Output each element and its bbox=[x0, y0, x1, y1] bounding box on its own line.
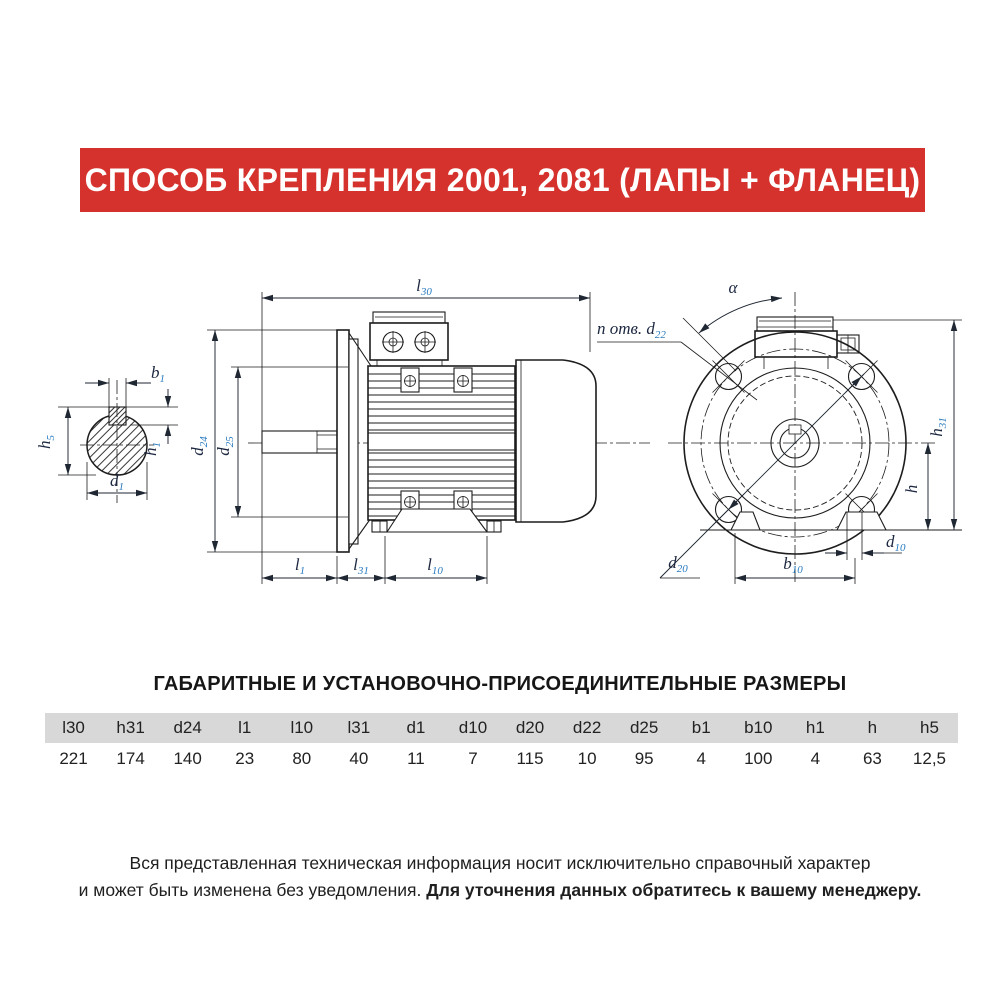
page-title: СПОСОБ КРЕПЛЕНИЯ 2001, 2081 (ЛАПЫ + ФЛАНЕЦ) bbox=[84, 161, 921, 198]
dim-label-d24: $d_{24}$ bbox=[188, 436, 210, 456]
disclaimer-line1: Вся представленная техническая информация носит исключительно справочный характер bbox=[129, 853, 871, 873]
table-value-cell: 23 bbox=[235, 748, 255, 768]
dim-label-l31: $l_{31}$ bbox=[353, 555, 369, 577]
motor-side-view bbox=[188, 276, 650, 584]
table-header-cell: d24 bbox=[173, 718, 202, 737]
dim-label-d1: $d_1$ bbox=[110, 471, 124, 493]
table-value-cell: 115 bbox=[516, 748, 544, 768]
table-value-cell: 140 bbox=[173, 748, 202, 768]
disclaimer bbox=[0, 850, 1000, 903]
table-header-cell: l30 bbox=[62, 718, 85, 737]
dim-label-n-otv-d22: n отв. $d_{22}$ bbox=[597, 319, 666, 341]
table-values-row bbox=[45, 743, 958, 774]
dim-label-l10: $l_{10}$ bbox=[427, 555, 443, 577]
table-header-cell: h1 bbox=[805, 718, 825, 737]
holes-callout bbox=[597, 319, 757, 400]
dim-label-l1: $l_1$ bbox=[294, 555, 306, 577]
table-value-cell: 10 bbox=[577, 748, 597, 768]
dim-label-h5: $h_5$ bbox=[35, 435, 57, 449]
table-header-cell: d22 bbox=[572, 718, 602, 737]
motor-front-view bbox=[597, 278, 962, 584]
table-header-cell: d20 bbox=[515, 718, 545, 737]
dim-label-d20: $d_{20}$ bbox=[668, 553, 688, 575]
dim-label-l30: $l_{30}$ bbox=[416, 276, 432, 298]
table-header-row bbox=[45, 713, 958, 743]
table-value-cell: 95 bbox=[634, 748, 654, 768]
title-banner bbox=[80, 148, 925, 212]
table-value-cell: 11 bbox=[407, 748, 425, 768]
shaft bbox=[262, 431, 337, 453]
dim-label-h: h bbox=[902, 484, 921, 494]
table-value-cell: 100 bbox=[744, 748, 773, 768]
dim-label-b10: $b_{10}$ bbox=[783, 554, 803, 576]
dim-label-b1: $b_1$ bbox=[151, 363, 165, 385]
fan-cowl bbox=[516, 360, 596, 522]
motor-body bbox=[368, 366, 515, 520]
table-header-cell: h bbox=[867, 718, 878, 737]
table-value-cell: 7 bbox=[468, 748, 478, 768]
table-value-cell: 63 bbox=[862, 748, 882, 768]
disclaimer-line2: и может быть изменена без уведомления. Для уточнения данных обратитесь к вашему менеджеру. bbox=[78, 879, 922, 900]
dim-label-h1: $h_1$ bbox=[141, 442, 163, 456]
table-value-cell: 4 bbox=[810, 748, 821, 768]
table-heading: ГАБАРИТНЫЕ И УСТАНОВОЧНО-ПРИСОЕДИНИТЕЛЬНЫЕ РАЗМЕРЫ bbox=[153, 673, 847, 695]
keyway bbox=[789, 425, 801, 434]
table-header-cell: l31 bbox=[347, 718, 371, 737]
table-value-cell: 12,5 bbox=[912, 748, 947, 768]
table-header-cell: d10 bbox=[458, 718, 488, 737]
table-value-cell: 4 bbox=[696, 748, 706, 768]
table-value-cell: 221 bbox=[59, 748, 88, 768]
table-value-cell: 174 bbox=[116, 748, 145, 768]
table-header-cell: d25 bbox=[629, 718, 659, 737]
table-header-cell: b1 bbox=[691, 718, 711, 737]
dim-label-alpha: α bbox=[728, 278, 738, 297]
technical-drawing bbox=[0, 255, 1000, 600]
feet-front bbox=[700, 512, 962, 530]
table-value-cell: 80 bbox=[292, 748, 312, 768]
dimensions-table bbox=[45, 713, 958, 774]
flange bbox=[337, 330, 371, 552]
table-header-cell: h31 bbox=[116, 718, 145, 737]
key-section bbox=[109, 407, 126, 425]
height-dimensions bbox=[833, 320, 962, 530]
dim-label-d10: $d_{10}$ bbox=[886, 532, 906, 554]
dim-label-d25: $d_{25}$ bbox=[214, 436, 236, 456]
table-header-cell: d1 bbox=[406, 718, 426, 737]
table-header-cell: b10 bbox=[744, 718, 773, 737]
terminal-box bbox=[370, 312, 448, 366]
dim-label-h31: $h_{31}$ bbox=[927, 417, 949, 437]
table-header-cell: l1 bbox=[238, 718, 252, 737]
table-header-cell: h5 bbox=[920, 718, 939, 737]
table-header-cell: l10 bbox=[290, 718, 314, 737]
table-value-cell: 40 bbox=[349, 748, 369, 768]
shaft-section-view bbox=[35, 363, 178, 503]
